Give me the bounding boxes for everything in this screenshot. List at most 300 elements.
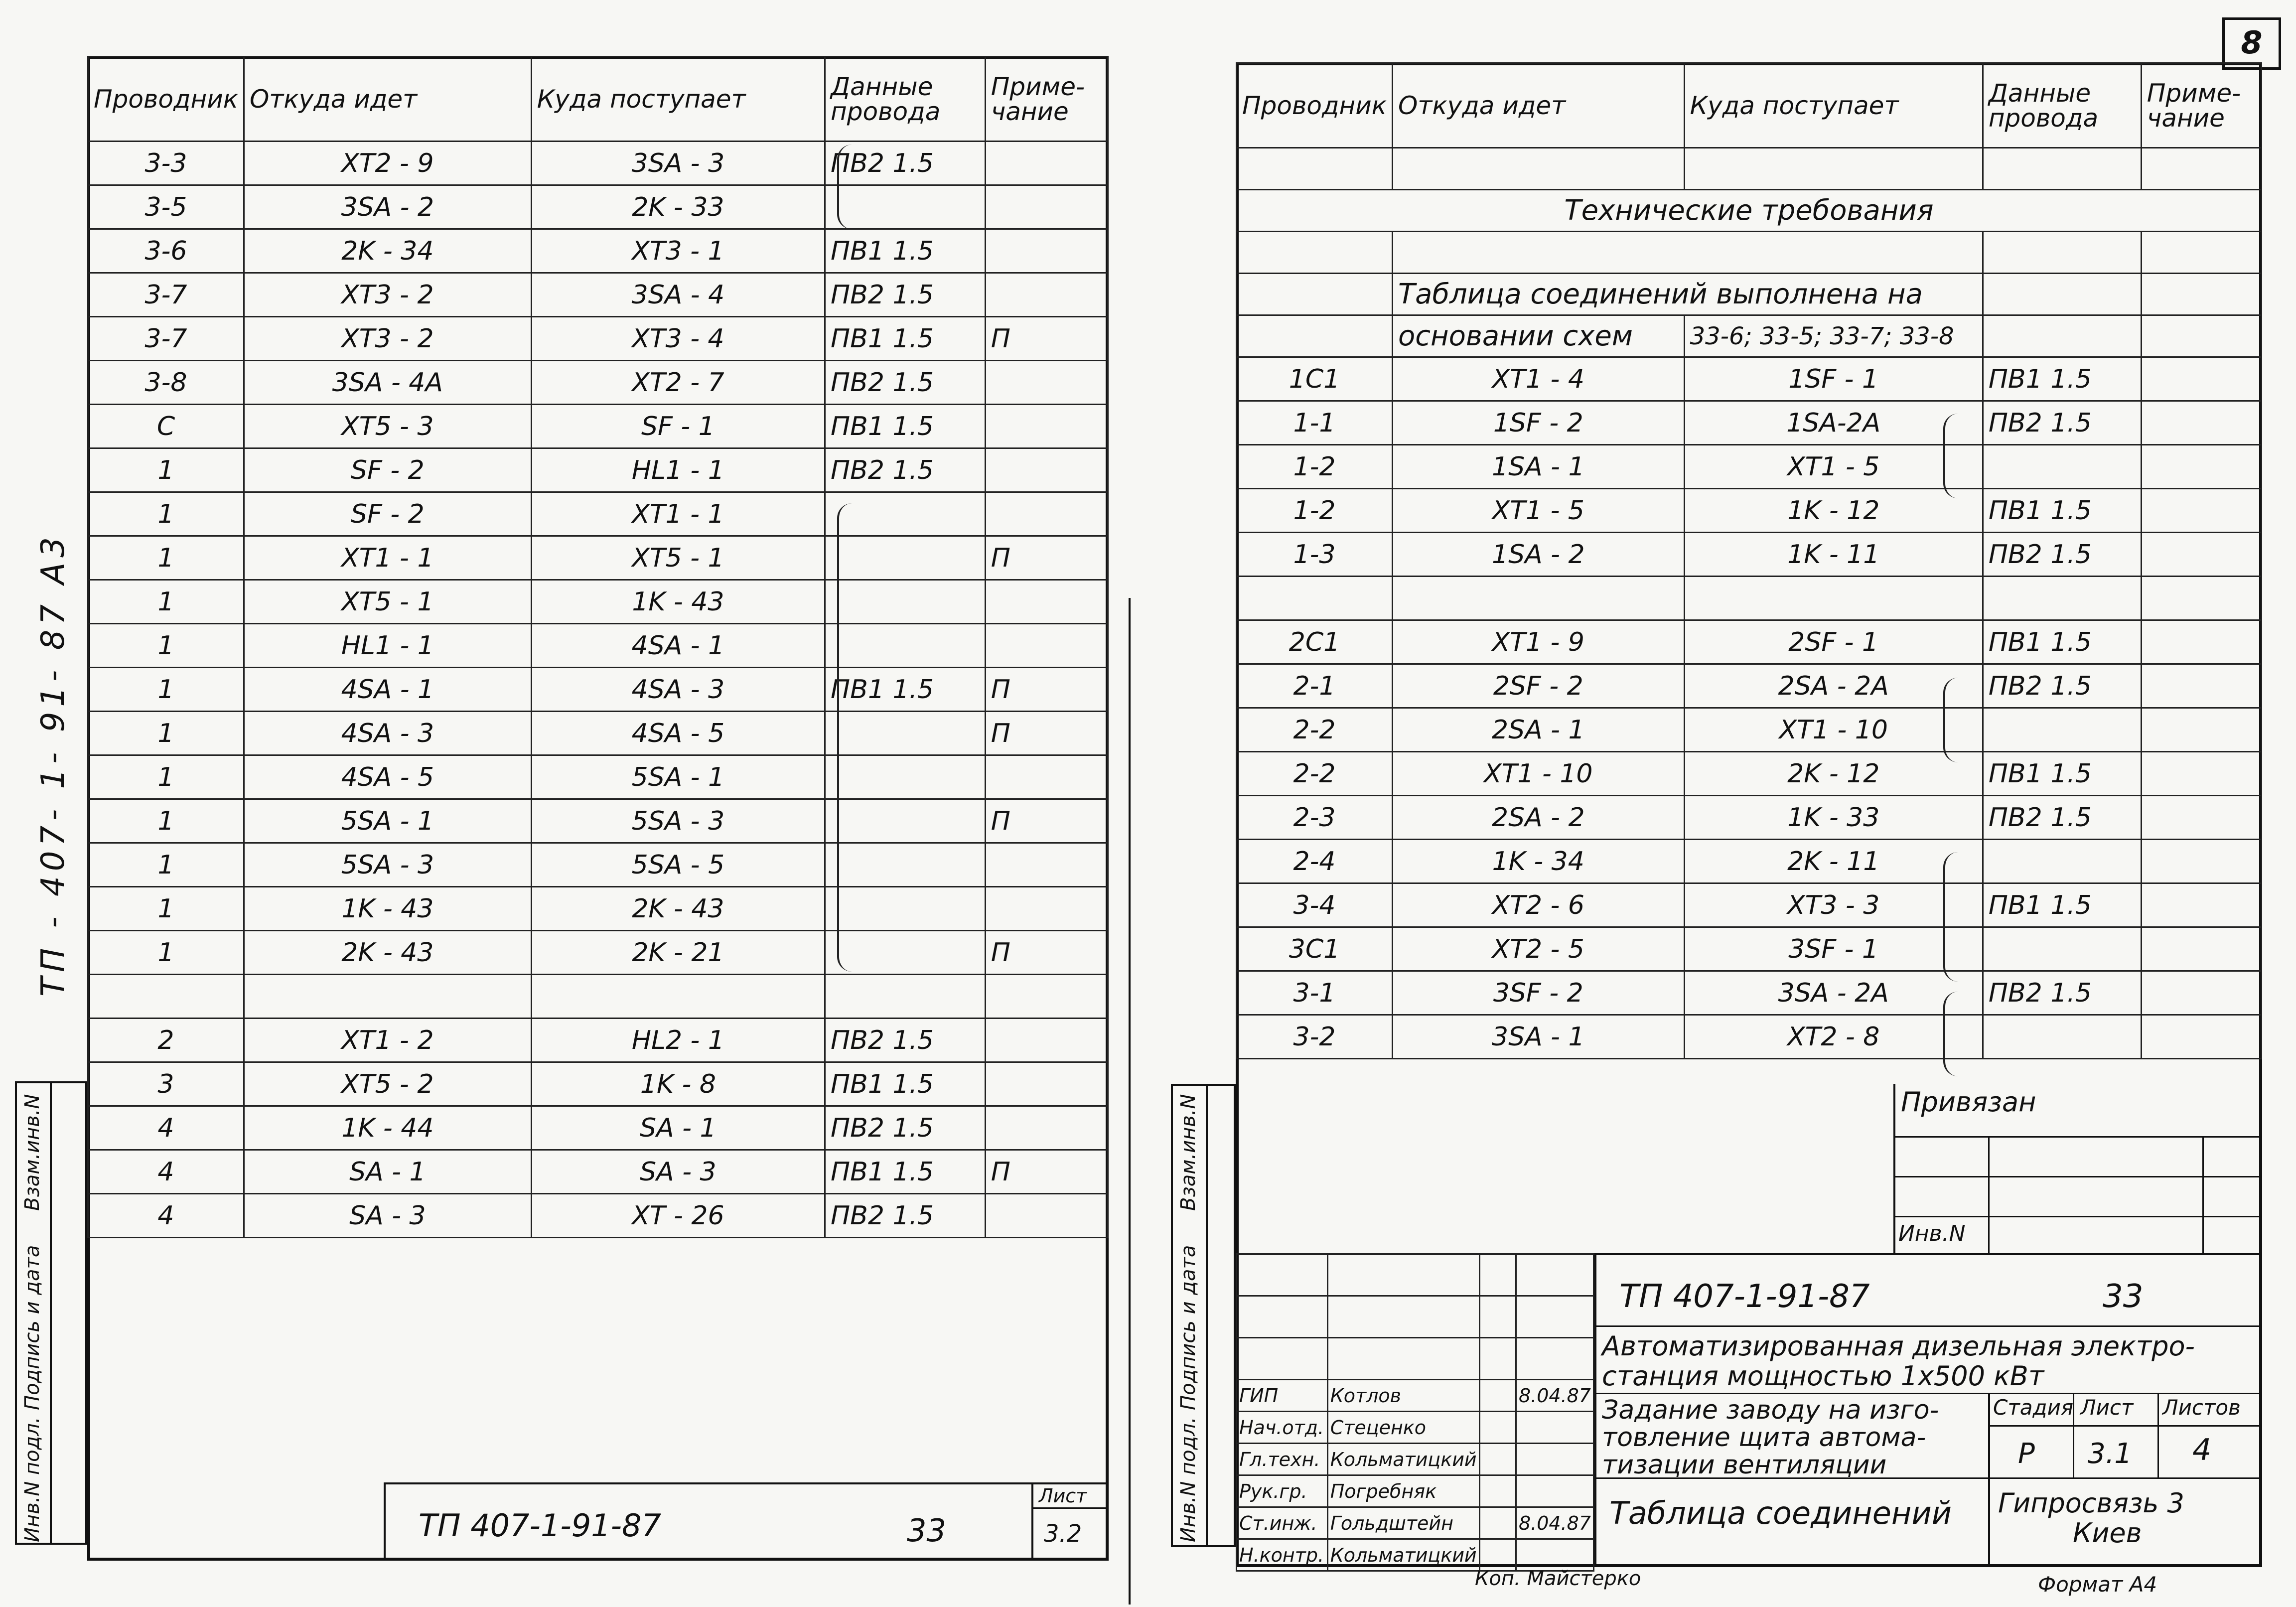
from-cell: 1SA - 1 bbox=[1392, 445, 1684, 489]
stamp-doc-title: Таблица соединений bbox=[1609, 1495, 1952, 1531]
conductor-cell: 1-3 bbox=[1237, 533, 1393, 577]
signature-row bbox=[1237, 1412, 1594, 1444]
stamp-title-1: Автоматизированная дизельная электро- bbox=[1602, 1330, 2195, 1362]
to-cell: 1SF - 1 bbox=[1684, 357, 1983, 401]
conductor-cell: 1-1 bbox=[1237, 401, 1393, 445]
left-side-code: ТП - 407- 1- 91- 87 А3 bbox=[35, 532, 72, 997]
privyazan-label: Привязан bbox=[1901, 1086, 2036, 1118]
table-row bbox=[1237, 664, 2262, 708]
table-row bbox=[88, 668, 1108, 712]
role-cell: ГИП bbox=[1237, 1380, 1328, 1412]
wire-data-cell bbox=[1983, 1015, 2141, 1059]
signature-row bbox=[1237, 1539, 1594, 1571]
left-brace-1 bbox=[837, 145, 854, 229]
table-row bbox=[1237, 752, 2262, 796]
table-row bbox=[1237, 577, 2262, 620]
wire-data-cell bbox=[1983, 708, 2141, 752]
conductor-cell: 2-1 bbox=[1237, 664, 1393, 708]
privyazan-line-2 bbox=[1893, 1176, 2262, 1177]
conductor-cell: 1 bbox=[88, 887, 244, 931]
date-cell: 8.04.87 bbox=[1516, 1507, 1593, 1539]
note-cell bbox=[2141, 401, 2261, 445]
to-cell: 5SA - 5 bbox=[531, 843, 825, 887]
note-cell bbox=[985, 229, 1108, 273]
right-header-row bbox=[1237, 63, 2262, 148]
note-cell bbox=[2141, 664, 2261, 708]
from-cell: 1K - 34 bbox=[1392, 840, 1684, 883]
conductor-cell: 1 bbox=[88, 712, 244, 755]
from-cell: XT2 - 5 bbox=[1392, 927, 1684, 971]
to-cell: XT3 - 1 bbox=[531, 229, 825, 273]
conductor-cell: 4 bbox=[88, 1106, 244, 1150]
from-cell: XT3 - 2 bbox=[244, 317, 531, 361]
table-row bbox=[1237, 796, 2262, 840]
signature-cell bbox=[1479, 1475, 1516, 1507]
note-cell bbox=[985, 887, 1108, 931]
note-cell bbox=[985, 185, 1108, 229]
conductor-cell: 3-6 bbox=[88, 229, 244, 273]
table-row bbox=[88, 1019, 1108, 1062]
left-stamp-sheet-label: Лист bbox=[1039, 1485, 1087, 1507]
conductor-cell: 3-5 bbox=[88, 185, 244, 229]
note-cell bbox=[985, 142, 1108, 185]
to-cell: XT2 - 8 bbox=[1684, 1015, 1983, 1059]
note-cell bbox=[985, 975, 1108, 1019]
right-empty-row bbox=[1237, 148, 2262, 190]
note-cell: П bbox=[985, 931, 1108, 975]
wire-data-cell: ПВ1 1.5 bbox=[1983, 357, 2141, 401]
wire-data-cell: ПВ2 1.5 bbox=[1983, 971, 2141, 1015]
from-cell: XT1 - 4 bbox=[1392, 357, 1684, 401]
note-line-2b: 33-6; 33-5; 33-7; 33-8 bbox=[1684, 315, 1983, 357]
note-row-1 bbox=[1237, 274, 2262, 315]
right-margin-label-3: Взам.инв.N bbox=[1177, 1094, 1200, 1211]
right-brace-4 bbox=[1943, 992, 1960, 1076]
note-cell bbox=[985, 1062, 1108, 1106]
to-cell: XT5 - 1 bbox=[531, 536, 825, 580]
from-cell: XT1 - 10 bbox=[1392, 752, 1684, 796]
conductor-cell: 1 bbox=[88, 843, 244, 887]
date-cell bbox=[1516, 1539, 1593, 1571]
privyazan-vline-2 bbox=[2202, 1136, 2204, 1253]
header-note: Приме-чание bbox=[985, 57, 1108, 142]
left-brace-2 bbox=[837, 503, 854, 972]
page-number: 8 bbox=[2241, 24, 2263, 61]
date-cell bbox=[1516, 1475, 1593, 1507]
stamp-stage-label: Стадия bbox=[1993, 1395, 2074, 1420]
table-row bbox=[88, 580, 1108, 624]
conductor-cell: 3 bbox=[88, 1062, 244, 1106]
table-row bbox=[1237, 489, 2262, 533]
left-connection-table bbox=[87, 56, 1109, 1238]
privyazan-line-3 bbox=[1893, 1216, 2262, 1217]
from-cell: 4SA - 5 bbox=[244, 755, 531, 799]
note-cell bbox=[985, 448, 1108, 492]
date-cell: 8.04.87 bbox=[1516, 1380, 1593, 1412]
table-row bbox=[88, 229, 1108, 273]
wire-data-cell: ПВ2 1.5 bbox=[825, 448, 986, 492]
left-header-row bbox=[88, 57, 1108, 142]
table-row bbox=[88, 317, 1108, 361]
table-row bbox=[1237, 445, 2262, 489]
table-row bbox=[88, 1062, 1108, 1106]
from-cell bbox=[244, 975, 531, 1019]
role-cell: Н.контр. bbox=[1237, 1539, 1328, 1571]
from-cell: 3SF - 2 bbox=[1392, 971, 1684, 1015]
date-cell bbox=[1516, 1412, 1593, 1444]
note-cell bbox=[985, 1106, 1108, 1150]
signature-cell bbox=[1479, 1507, 1516, 1539]
table-row bbox=[88, 405, 1108, 448]
conductor-cell: 1 bbox=[88, 492, 244, 536]
left-stamp-divider-h bbox=[1031, 1507, 1109, 1509]
role-cell: Рук.гр. bbox=[1237, 1475, 1328, 1507]
left-stamp-num: 33 bbox=[907, 1512, 946, 1549]
wire-data-cell bbox=[1983, 840, 2141, 883]
to-cell: 2K - 11 bbox=[1684, 840, 1983, 883]
to-cell: XT - 26 bbox=[531, 1194, 825, 1238]
note-cell: П bbox=[985, 317, 1108, 361]
conductor-cell: 2-4 bbox=[1237, 840, 1393, 883]
to-cell: 2K - 12 bbox=[1684, 752, 1983, 796]
name-cell: Стеценко bbox=[1327, 1412, 1479, 1444]
header-to: Куда поступает bbox=[1684, 63, 1983, 148]
tech-req-title: Технические требования bbox=[1237, 190, 2262, 232]
stamp-sub-2: товление щита автома- bbox=[1602, 1423, 1926, 1453]
table-row bbox=[88, 799, 1108, 843]
conductor-cell: 1 bbox=[88, 755, 244, 799]
left-margin-label-3: Взам.инв.N bbox=[21, 1094, 44, 1211]
header-conductor: Проводник bbox=[1237, 63, 1393, 148]
conductor-cell: 1 bbox=[88, 931, 244, 975]
table-row bbox=[88, 448, 1108, 492]
from-cell: 1K - 43 bbox=[244, 887, 531, 931]
to-cell: HL2 - 1 bbox=[531, 1019, 825, 1062]
to-cell: 2K - 43 bbox=[531, 887, 825, 931]
stamp-sheet: 3.1 bbox=[2088, 1438, 2133, 1470]
table-row bbox=[88, 142, 1108, 185]
conductor-cell bbox=[1237, 577, 1393, 620]
from-cell: 2K - 34 bbox=[244, 229, 531, 273]
signature-cell bbox=[1479, 1539, 1516, 1571]
from-cell: 4SA - 3 bbox=[244, 712, 531, 755]
header-from: Откуда идет bbox=[244, 57, 531, 142]
wire-data-cell: ПВ1 1.5 bbox=[1983, 489, 2141, 533]
inv-n-label: Инв.N bbox=[1898, 1221, 1966, 1246]
conductor-cell: 2C1 bbox=[1237, 620, 1393, 664]
role-cell: Ст.инж. bbox=[1237, 1507, 1328, 1539]
privyazan-vline-1 bbox=[1988, 1136, 1990, 1253]
table-row bbox=[1237, 620, 2262, 664]
note-cell bbox=[2141, 971, 2261, 1015]
to-cell: 5SA - 3 bbox=[531, 799, 825, 843]
from-cell: 3SA - 1 bbox=[1392, 1015, 1684, 1059]
wire-data-cell: ПВ2 1.5 bbox=[1983, 796, 2141, 840]
from-cell: XT3 - 2 bbox=[244, 273, 531, 317]
from-cell: SA - 1 bbox=[244, 1150, 531, 1194]
from-cell: 3SA - 2 bbox=[244, 185, 531, 229]
stamp-city: Киев bbox=[2073, 1517, 2142, 1549]
table-row bbox=[88, 492, 1108, 536]
wire-data-cell: ПВ2 1.5 bbox=[825, 1106, 986, 1150]
tb-h-2 bbox=[1594, 1393, 2262, 1394]
from-cell: 1K - 44 bbox=[244, 1106, 531, 1150]
wire-data-cell: ПВ2 1.5 bbox=[1983, 664, 2141, 708]
conductor-cell: 3-4 bbox=[1237, 883, 1393, 927]
to-cell: 2SA - 2A bbox=[1684, 664, 1983, 708]
stamp-sub-3: тизации вентиляции bbox=[1602, 1450, 1887, 1480]
from-cell: SA - 3 bbox=[244, 1194, 531, 1238]
table-row bbox=[88, 624, 1108, 668]
wire-data-cell: ПВ1 1.5 bbox=[1983, 620, 2141, 664]
to-cell: 2K - 21 bbox=[531, 931, 825, 975]
wire-data-cell: ПВ2 1.5 bbox=[825, 361, 986, 405]
table-row bbox=[88, 1106, 1108, 1150]
to-cell: 3SA - 2A bbox=[1684, 971, 1983, 1015]
to-cell: 1SA-2A bbox=[1684, 401, 1983, 445]
stamp-stage: Р bbox=[2018, 1438, 2035, 1470]
note-cell bbox=[985, 1194, 1108, 1238]
header-from: Откуда идет bbox=[1392, 63, 1684, 148]
wire-data-cell bbox=[825, 975, 986, 1019]
table-row bbox=[88, 361, 1108, 405]
right-margin-label-1: Инв.N подл. bbox=[1177, 1417, 1200, 1542]
conductor-cell: 1-2 bbox=[1237, 489, 1393, 533]
conductor-cell: 1 bbox=[88, 536, 244, 580]
from-cell: XT2 - 6 bbox=[1392, 883, 1684, 927]
right-brace-1 bbox=[1943, 414, 1960, 498]
to-cell: 2SF - 1 bbox=[1684, 620, 1983, 664]
to-cell: 4SA - 5 bbox=[531, 712, 825, 755]
table-row bbox=[1237, 971, 2262, 1015]
table-row bbox=[88, 975, 1108, 1019]
to-cell: XT2 - 7 bbox=[531, 361, 825, 405]
tb-v-stage-2 bbox=[2157, 1393, 2159, 1477]
conductor-cell: 3-3 bbox=[88, 142, 244, 185]
wire-data-cell: ПВ1 1.5 bbox=[825, 317, 986, 361]
note-cell bbox=[2141, 1015, 2261, 1059]
to-cell: 4SA - 3 bbox=[531, 668, 825, 712]
conductor-cell: 3-2 bbox=[1237, 1015, 1393, 1059]
table-row bbox=[88, 712, 1108, 755]
stamp-num: 33 bbox=[2103, 1278, 2144, 1315]
wire-data-cell: ПВ2 1.5 bbox=[1983, 533, 2141, 577]
conductor-cell: 3-1 bbox=[1237, 971, 1393, 1015]
note-cell bbox=[2141, 445, 2261, 489]
wire-data-cell: ПВ1 1.5 bbox=[1983, 752, 2141, 796]
signature-cell bbox=[1479, 1444, 1516, 1475]
note-cell bbox=[2141, 840, 2261, 883]
note-cell: П bbox=[985, 712, 1108, 755]
to-cell: 3SA - 3 bbox=[531, 142, 825, 185]
conductor-cell: 2-2 bbox=[1237, 708, 1393, 752]
from-cell: SF - 2 bbox=[244, 492, 531, 536]
conductor-cell: 1 bbox=[88, 668, 244, 712]
conductor-cell: C bbox=[88, 405, 244, 448]
role-cell: Нач.отд. bbox=[1237, 1412, 1328, 1444]
name-cell: Гольдштейн bbox=[1327, 1507, 1479, 1539]
table-row bbox=[88, 185, 1108, 229]
to-cell: 4SA - 1 bbox=[531, 624, 825, 668]
conductor-cell: 3-7 bbox=[88, 273, 244, 317]
note-cell: П bbox=[985, 536, 1108, 580]
note-cell bbox=[985, 405, 1108, 448]
note-cell bbox=[2141, 357, 2261, 401]
to-cell: XT1 - 1 bbox=[531, 492, 825, 536]
to-cell: SF - 1 bbox=[531, 405, 825, 448]
wire-data-cell: ПВ1 1.5 bbox=[825, 405, 986, 448]
right-brace-2 bbox=[1943, 678, 1960, 762]
stamp-org: Гипросвязь 3 bbox=[1998, 1487, 2184, 1519]
wire-data-cell: ПВ2 1.5 bbox=[825, 1019, 986, 1062]
signature-row bbox=[1237, 1475, 1594, 1507]
conductor-cell: 4 bbox=[88, 1150, 244, 1194]
conductor-cell: 1-2 bbox=[1237, 445, 1393, 489]
table-row bbox=[1237, 708, 2262, 752]
tb-h-stage bbox=[1988, 1425, 2262, 1427]
to-cell: XT1 - 10 bbox=[1684, 708, 1983, 752]
stamp-sheets: 4 bbox=[2192, 1433, 2212, 1467]
role-cell: Гл.техн. bbox=[1237, 1444, 1328, 1475]
tech-req-row bbox=[1237, 190, 2262, 232]
stamp-title-2: станция мощностью 1x500 кВт bbox=[1602, 1360, 2044, 1392]
table-row bbox=[1237, 883, 2262, 927]
wire-data-cell: ПВ2 1.5 bbox=[825, 1194, 986, 1238]
from-cell: XT1 - 1 bbox=[244, 536, 531, 580]
to-cell: SA - 1 bbox=[531, 1106, 825, 1150]
note-cell bbox=[2141, 533, 2261, 577]
signature-row bbox=[1237, 1380, 1594, 1412]
to-cell: 3SF - 1 bbox=[1684, 927, 1983, 971]
kop-label: Коп. Майстерко bbox=[1475, 1567, 1641, 1590]
right-connection-table bbox=[1236, 62, 2262, 1059]
table-row bbox=[1237, 1015, 2262, 1059]
table-row bbox=[88, 1150, 1108, 1194]
from-cell: 3SA - 4A bbox=[244, 361, 531, 405]
left-margin-label-2: Подпись и дата bbox=[21, 1245, 44, 1410]
note-cell bbox=[2141, 752, 2261, 796]
table-row bbox=[88, 887, 1108, 931]
conductor-cell: 3-7 bbox=[88, 317, 244, 361]
from-cell: XT1 - 9 bbox=[1392, 620, 1684, 664]
note-cell bbox=[985, 624, 1108, 668]
stamp-sheet-label: Лист bbox=[2080, 1395, 2134, 1420]
to-cell bbox=[531, 975, 825, 1019]
wire-data-cell bbox=[1983, 927, 2141, 971]
from-cell: 5SA - 1 bbox=[244, 799, 531, 843]
from-cell: 2SA - 2 bbox=[1392, 796, 1684, 840]
left-stamp-code: ТП 407-1-91-87 bbox=[419, 1507, 661, 1544]
left-stamp-sheet: 3.2 bbox=[1044, 1520, 1082, 1548]
note-cell bbox=[985, 492, 1108, 536]
conductor-cell: 1 bbox=[88, 799, 244, 843]
to-cell: XT3 - 4 bbox=[531, 317, 825, 361]
to-cell: 1K - 11 bbox=[1684, 533, 1983, 577]
to-cell: XT3 - 3 bbox=[1684, 883, 1983, 927]
left-stamp-divider bbox=[1031, 1482, 1033, 1561]
wire-data-cell: ПВ1 1.5 bbox=[825, 229, 986, 273]
from-cell: 5SA - 3 bbox=[244, 843, 531, 887]
date-cell bbox=[1516, 1444, 1593, 1475]
from-cell: HL1 - 1 bbox=[244, 624, 531, 668]
wire-data-cell bbox=[1983, 445, 2141, 489]
table-row bbox=[1237, 533, 2262, 577]
from-cell: XT1 - 2 bbox=[244, 1019, 531, 1062]
center-fold-line bbox=[1129, 598, 1131, 1605]
signature-row bbox=[1237, 1444, 1594, 1475]
note-cell bbox=[985, 755, 1108, 799]
conductor-cell bbox=[88, 975, 244, 1019]
right-empty-row-2 bbox=[1237, 232, 2262, 274]
stamp-sub-1: Задание заводу на изго- bbox=[1602, 1395, 1939, 1425]
header-conductor: Проводник bbox=[88, 57, 244, 142]
from-cell: 1SF - 2 bbox=[1392, 401, 1684, 445]
signature-row bbox=[1237, 1507, 1594, 1539]
name-cell: Погребняк bbox=[1327, 1475, 1479, 1507]
table-row bbox=[88, 755, 1108, 799]
table-row bbox=[88, 1194, 1108, 1238]
note-cell: П bbox=[985, 668, 1108, 712]
name-cell: Котлов bbox=[1327, 1380, 1479, 1412]
conductor-cell: 2-3 bbox=[1237, 796, 1393, 840]
note-cell bbox=[2141, 708, 2261, 752]
note-cell bbox=[985, 843, 1108, 887]
note-cell bbox=[2141, 489, 2261, 533]
note-line-1: Таблица соединений выполнена на bbox=[1392, 274, 1983, 315]
conductor-cell: 1C1 bbox=[1237, 357, 1393, 401]
from-cell: 4SA - 1 bbox=[244, 668, 531, 712]
from-cell: XT5 - 2 bbox=[244, 1062, 531, 1106]
conductor-cell: 2 bbox=[88, 1019, 244, 1062]
from-cell: XT2 - 9 bbox=[244, 142, 531, 185]
wire-data-cell: ПВ1 1.5 bbox=[825, 668, 986, 712]
from-cell: 2SF - 2 bbox=[1392, 664, 1684, 708]
table-row bbox=[1237, 840, 2262, 883]
wire-data-cell: ПВ2 1.5 bbox=[825, 273, 986, 317]
wire-data-cell bbox=[1983, 577, 2141, 620]
right-margin-divider bbox=[1206, 1084, 1208, 1547]
note-cell bbox=[2141, 577, 2261, 620]
note-row-2 bbox=[1237, 315, 2262, 357]
table-row bbox=[1237, 357, 2262, 401]
table-row bbox=[1237, 401, 2262, 445]
wire-data-cell: ПВ1 1.5 bbox=[1983, 883, 2141, 927]
right-margin-label-2: Подпись и дата bbox=[1177, 1245, 1200, 1410]
to-cell bbox=[1684, 577, 1983, 620]
signature-table bbox=[1236, 1253, 1594, 1572]
note-cell bbox=[985, 580, 1108, 624]
wire-data-cell: ПВ2 1.5 bbox=[1983, 401, 2141, 445]
header-wire-data: Данные провода bbox=[825, 57, 986, 142]
note-cell: П bbox=[985, 799, 1108, 843]
note-line-2a: основании схем bbox=[1392, 315, 1684, 357]
to-cell: 2K - 33 bbox=[531, 185, 825, 229]
conductor-cell: 1 bbox=[88, 448, 244, 492]
from-cell: 1SA - 2 bbox=[1392, 533, 1684, 577]
stamp-code: ТП 407-1-91-87 bbox=[1619, 1278, 1870, 1315]
to-cell: SA - 3 bbox=[531, 1150, 825, 1194]
tb-h-1 bbox=[1594, 1325, 2262, 1327]
note-cell bbox=[985, 1019, 1108, 1062]
table-row bbox=[88, 843, 1108, 887]
conductor-cell: 1 bbox=[88, 580, 244, 624]
wire-data-cell: ПВ1 1.5 bbox=[825, 1062, 986, 1106]
header-wire-data: Данные провода bbox=[1983, 63, 2141, 148]
right-brace-3 bbox=[1943, 852, 1960, 982]
to-cell: HL1 - 1 bbox=[531, 448, 825, 492]
left-margin-label-1: Инв.N подл. bbox=[21, 1417, 44, 1542]
to-cell: 3SA - 4 bbox=[531, 273, 825, 317]
